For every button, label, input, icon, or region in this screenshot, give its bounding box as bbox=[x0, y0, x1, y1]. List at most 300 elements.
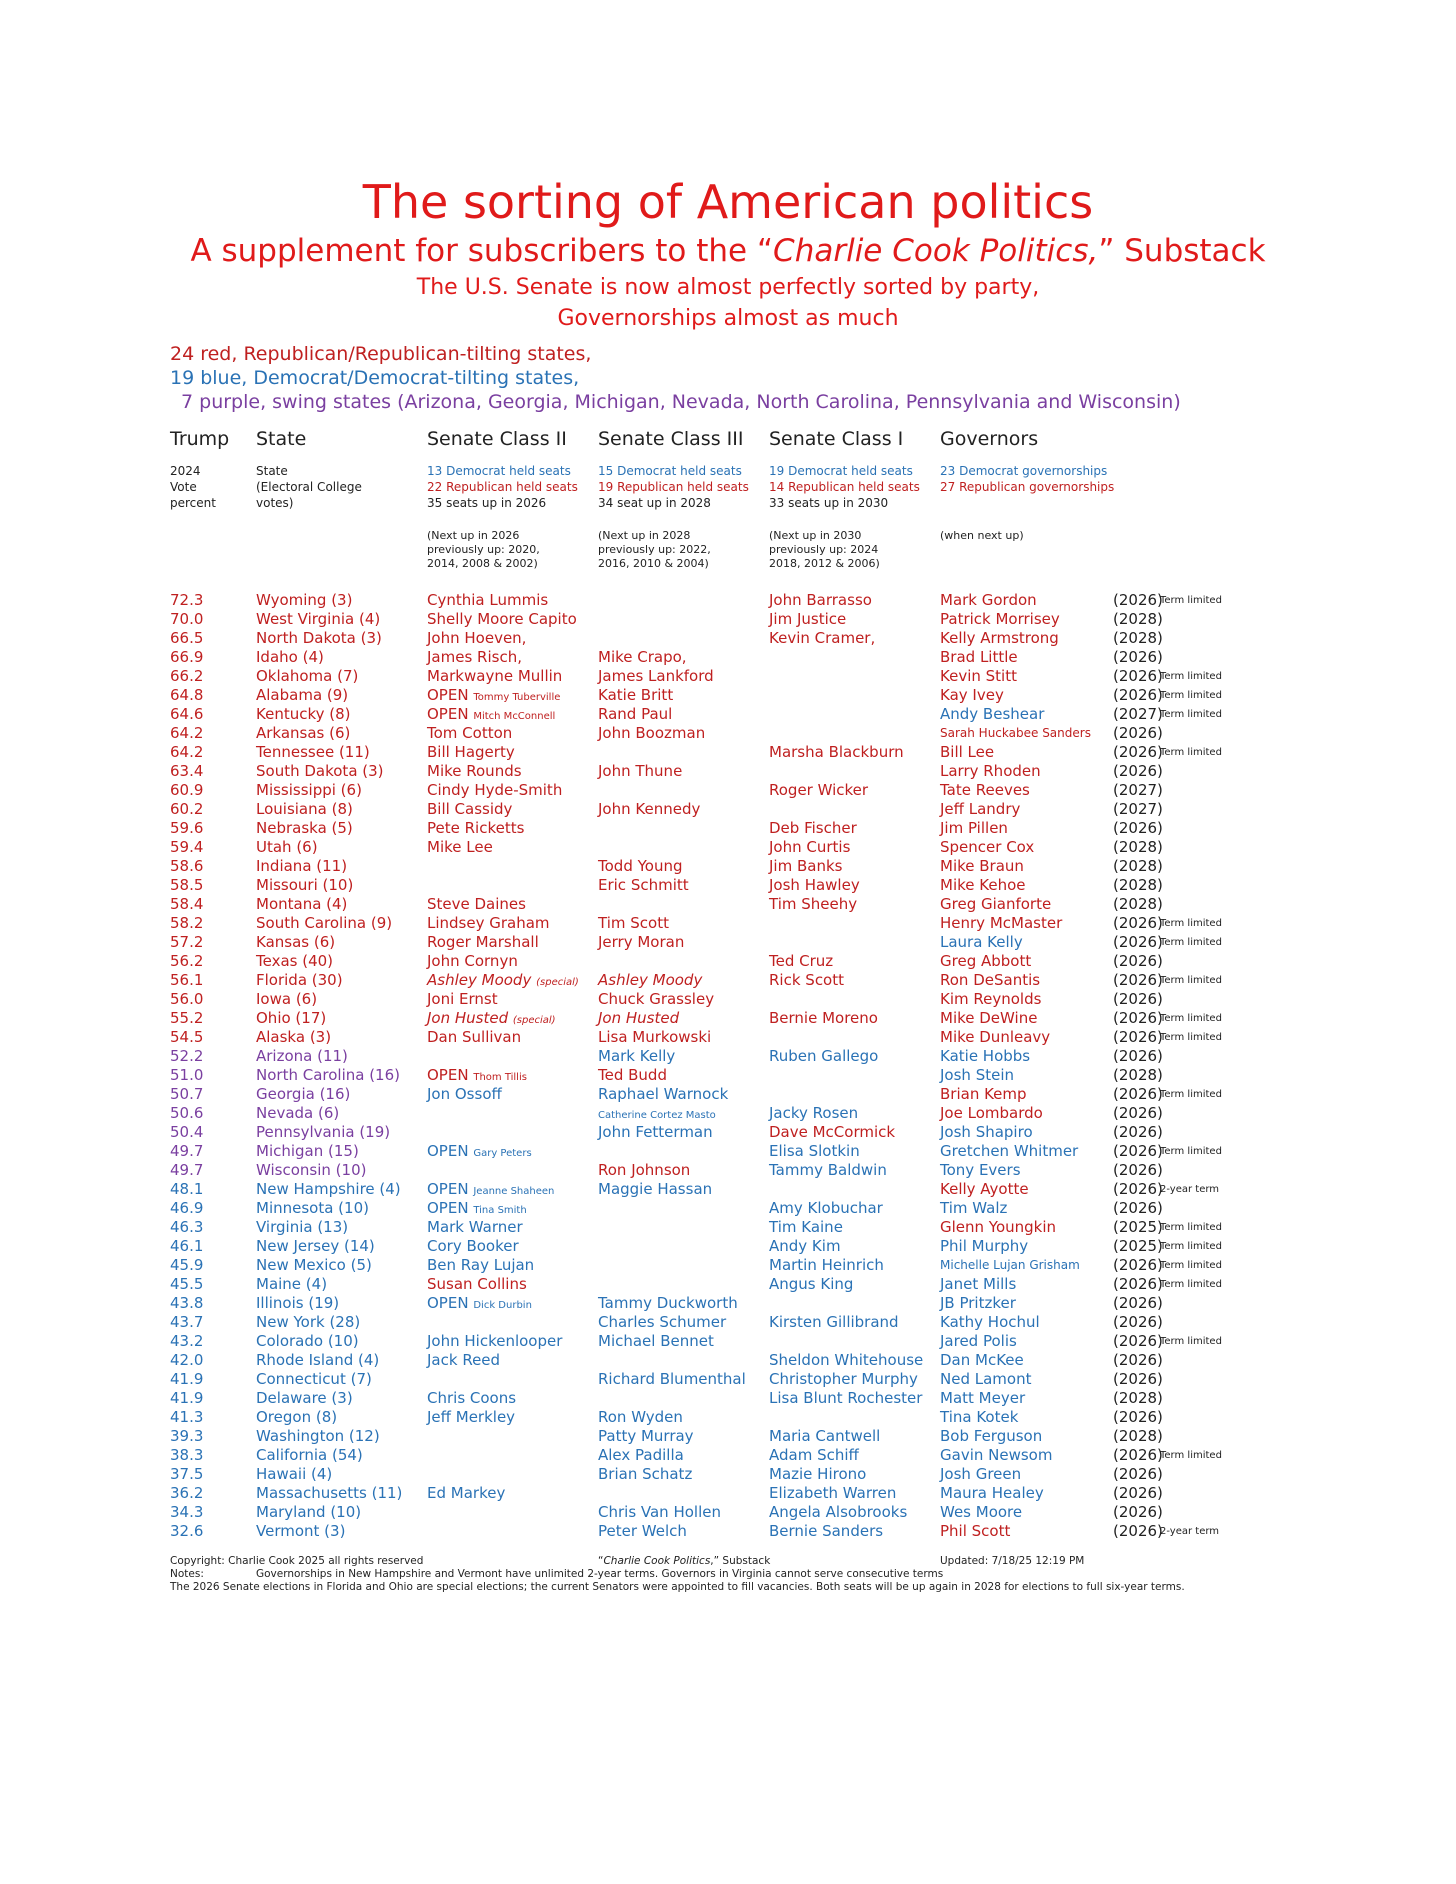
governor-name: Andy Beshear bbox=[940, 705, 1045, 723]
governor-name: Henry McMaster bbox=[940, 914, 1063, 932]
governor-next-up: (2026) bbox=[1113, 1142, 1163, 1160]
senator-name: John Kennedy bbox=[598, 800, 701, 818]
senator-name: Jon Husted bbox=[427, 1009, 509, 1027]
senator-name: Richard Blumenthal bbox=[598, 1370, 746, 1388]
senator-name: Roger Wicker bbox=[769, 781, 869, 799]
table-row bbox=[0, 1351, 1456, 1370]
senator-s1 bbox=[769, 1047, 878, 1066]
state-name: Alabama (9) bbox=[256, 686, 349, 704]
governor-name: Joe Lombardo bbox=[940, 1104, 1043, 1122]
summary-blue: 19 blue, Democrat/Democrat-tilting states, bbox=[170, 367, 580, 389]
governor-next-up: (2026) bbox=[1113, 1275, 1163, 1293]
trump-pct: 41.3 bbox=[170, 1408, 204, 1426]
senator-name: Mike Crapo, bbox=[598, 648, 687, 666]
senator-name: Jon Husted bbox=[598, 1009, 680, 1027]
senator-s3 bbox=[598, 1066, 667, 1085]
senator-s1 bbox=[769, 857, 842, 876]
trump-pct: 60.2 bbox=[170, 800, 204, 818]
senator-name: Raphael Warnock bbox=[598, 1085, 729, 1103]
senator-name: Pete Ricketts bbox=[427, 819, 525, 837]
senator-s1 bbox=[769, 1161, 887, 1180]
senator-name: OPEN bbox=[427, 1066, 469, 1084]
governor-note: Term limited bbox=[1160, 747, 1222, 758]
senator-s3 bbox=[598, 648, 687, 667]
senator-name: Katie Britt bbox=[598, 686, 674, 704]
senator-s1 bbox=[769, 1370, 918, 1389]
senator-name: Ed Markey bbox=[427, 1484, 506, 1502]
footer-notes-label: Notes: bbox=[170, 1568, 204, 1580]
governor-name: Mike Kehoe bbox=[940, 876, 1026, 894]
senator-name: Andy Kim bbox=[769, 1237, 841, 1255]
next-up-s2 bbox=[427, 529, 540, 571]
senator-name: Kirsten Gillibrand bbox=[769, 1313, 899, 1331]
sub-s3-rep: 19 Republican held seats bbox=[598, 480, 749, 494]
trump-pct: 45.9 bbox=[170, 1256, 204, 1274]
trump-pct: 42.0 bbox=[170, 1351, 204, 1369]
next-up-line: 2016, 2010 & 2004) bbox=[598, 557, 709, 570]
next-up-line: 2014, 2008 & 2002) bbox=[427, 557, 538, 570]
senator-s2 bbox=[427, 952, 518, 971]
footer-substack bbox=[598, 1555, 770, 1568]
senator-s1 bbox=[769, 629, 875, 648]
governor-next-up: (2026) bbox=[1113, 591, 1163, 609]
senator-name: Tim Kaine bbox=[769, 1218, 843, 1236]
governor-name: Ron DeSantis bbox=[940, 971, 1041, 989]
senator-name: Michael Bennet bbox=[598, 1332, 714, 1350]
table-row bbox=[0, 1047, 1456, 1066]
sub-state-line: (Electoral College bbox=[256, 480, 362, 494]
table-row bbox=[0, 610, 1456, 629]
next-up-line: previously up: 2024 bbox=[769, 543, 879, 556]
governor-name: Mike DeWine bbox=[940, 1009, 1038, 1027]
governor-note: Term limited bbox=[1160, 595, 1222, 606]
table-row bbox=[0, 914, 1456, 933]
senator-s1 bbox=[769, 1218, 843, 1237]
senator-s1 bbox=[769, 1142, 860, 1161]
senator-s2 bbox=[427, 838, 493, 857]
table-row bbox=[0, 800, 1456, 819]
governor-next-up: (2026) bbox=[1113, 1408, 1163, 1426]
sub-gov-rep: 27 Republican governorships bbox=[940, 480, 1115, 494]
table-row bbox=[0, 933, 1456, 952]
senator-s1 bbox=[769, 1123, 895, 1142]
state-name: South Dakota (3) bbox=[256, 762, 384, 780]
governor-name: Maura Healey bbox=[940, 1484, 1044, 1502]
footer-substack-post: ,” Substack bbox=[710, 1555, 771, 1567]
senator-s2 bbox=[427, 648, 522, 667]
table-row bbox=[0, 743, 1456, 762]
table-row bbox=[0, 971, 1456, 990]
senator-name: Ted Cruz bbox=[769, 952, 834, 970]
senator-name: John Fetterman bbox=[598, 1123, 713, 1141]
governor-next-up: (2026) bbox=[1113, 990, 1163, 1008]
trump-pct: 36.2 bbox=[170, 1484, 204, 1502]
state-name: Arizona (11) bbox=[256, 1047, 348, 1065]
page-subtitle bbox=[0, 231, 1456, 271]
senator-name: Jack Reed bbox=[427, 1351, 501, 1369]
senator-s1 bbox=[769, 1237, 841, 1256]
senator-name: Christopher Murphy bbox=[769, 1370, 918, 1388]
governor-next-up: (2026) bbox=[1113, 1047, 1163, 1065]
senator-name: Shelly Moore Capito bbox=[427, 610, 577, 628]
trump-pct: 38.3 bbox=[170, 1446, 204, 1464]
sub-gov-dem: 23 Democrat governorships bbox=[940, 464, 1108, 478]
sub-state bbox=[256, 463, 362, 511]
senator-s2 bbox=[427, 1237, 519, 1256]
senator-s2 bbox=[427, 1180, 554, 1201]
senator-name: Ben Ray Lujan bbox=[427, 1256, 535, 1274]
table-row bbox=[0, 1503, 1456, 1522]
senator-s2 bbox=[427, 1066, 527, 1087]
footer-substack-italic: Charlie Cook Politics bbox=[603, 1555, 711, 1567]
governor-next-up: (2028) bbox=[1113, 857, 1163, 875]
governor-next-up: (2026) bbox=[1113, 1180, 1163, 1198]
governor-next-up: (2028) bbox=[1113, 1389, 1163, 1407]
senator-s1 bbox=[769, 1522, 883, 1541]
governor-next-up: (2026) bbox=[1113, 971, 1163, 989]
governor-name: Spencer Cox bbox=[940, 838, 1035, 856]
governor-next-up: (2028) bbox=[1113, 838, 1163, 856]
governor-next-up: (2028) bbox=[1113, 1427, 1163, 1445]
governor-name: Katie Hobbs bbox=[940, 1047, 1031, 1065]
senator-name: Susan Collins bbox=[427, 1275, 527, 1293]
next-up-line: (Next up in 2026 bbox=[427, 529, 520, 542]
table-row bbox=[0, 705, 1456, 724]
trump-pct: 56.1 bbox=[170, 971, 204, 989]
table-row bbox=[0, 724, 1456, 743]
governor-note: Term limited bbox=[1160, 918, 1222, 929]
trump-pct: 58.6 bbox=[170, 857, 204, 875]
table-row bbox=[0, 1427, 1456, 1446]
governor-name: Bill Lee bbox=[940, 743, 995, 761]
senator-s3 bbox=[598, 667, 714, 686]
next-up-line: previously up: 2022, bbox=[598, 543, 711, 556]
trump-pct: 41.9 bbox=[170, 1370, 204, 1388]
governor-note: Term limited bbox=[1160, 937, 1222, 948]
trump-pct: 56.0 bbox=[170, 990, 204, 1008]
table-row bbox=[0, 1332, 1456, 1351]
senator-s2 bbox=[427, 819, 524, 838]
senator-s2 bbox=[427, 895, 526, 914]
next-up-gov bbox=[940, 529, 1024, 543]
senator-name: Mike Lee bbox=[427, 838, 493, 856]
sub-s1-rep: 14 Republican held seats bbox=[769, 480, 920, 494]
next-up-line: (Next up in 2030 bbox=[769, 529, 862, 542]
senator-s3 bbox=[598, 1427, 694, 1446]
senator-s1 bbox=[769, 743, 904, 762]
senator-s3 bbox=[598, 762, 682, 781]
senator-name: Ashley Moody bbox=[598, 971, 703, 989]
senator-name: Brian Schatz bbox=[598, 1465, 693, 1483]
senator-name: Rand Paul bbox=[598, 705, 673, 723]
senator-name: John Cornyn bbox=[427, 952, 518, 970]
state-name: Nevada (6) bbox=[256, 1104, 340, 1122]
governor-name: Patrick Morrisey bbox=[940, 610, 1060, 628]
senator-name: Sheldon Whitehouse bbox=[769, 1351, 924, 1369]
senator-name: Cory Booker bbox=[427, 1237, 519, 1255]
senator-note: Mitch McConnell bbox=[473, 711, 556, 722]
trump-pct: 46.1 bbox=[170, 1237, 204, 1255]
state-name: Kentucky (8) bbox=[256, 705, 351, 723]
senator-name: Ted Budd bbox=[598, 1066, 667, 1084]
trump-pct: 46.9 bbox=[170, 1199, 204, 1217]
state-name: Nebraska (5) bbox=[256, 819, 353, 837]
senator-s2 bbox=[427, 705, 555, 726]
senator-name: John Boozman bbox=[598, 724, 706, 742]
state-name: West Virginia (4) bbox=[256, 610, 381, 628]
senator-s3 bbox=[598, 1028, 711, 1047]
senator-s2 bbox=[427, 1484, 505, 1503]
table-row bbox=[0, 1104, 1456, 1123]
table-row bbox=[0, 1446, 1456, 1465]
senator-s2 bbox=[427, 781, 562, 800]
governor-next-up: (2025) bbox=[1113, 1218, 1163, 1236]
senator-s2 bbox=[427, 667, 562, 686]
state-name: Minnesota (10) bbox=[256, 1199, 369, 1217]
governor-next-up: (2026) bbox=[1113, 1161, 1163, 1179]
senator-s3 bbox=[598, 1085, 728, 1104]
governor-next-up: (2026) bbox=[1113, 743, 1163, 761]
senator-name: OPEN bbox=[427, 686, 469, 704]
trump-pct: 39.3 bbox=[170, 1427, 204, 1445]
senator-name: Steve Daines bbox=[427, 895, 526, 913]
trump-pct: 60.9 bbox=[170, 781, 204, 799]
senator-s2 bbox=[427, 1408, 515, 1427]
senator-s3 bbox=[598, 876, 689, 895]
senator-name: Jim Justice bbox=[769, 610, 847, 628]
governor-name: Matt Meyer bbox=[940, 1389, 1026, 1407]
trump-pct: 49.7 bbox=[170, 1161, 204, 1179]
governor-name: Bob Ferguson bbox=[940, 1427, 1043, 1445]
senator-s3 bbox=[598, 1047, 675, 1066]
trump-pct: 57.2 bbox=[170, 933, 204, 951]
senator-name: OPEN bbox=[427, 1294, 469, 1312]
state-name: Washington (12) bbox=[256, 1427, 380, 1445]
state-name: Wyoming (3) bbox=[256, 591, 353, 609]
governor-next-up: (2027) bbox=[1113, 800, 1163, 818]
governor-next-up: (2026) bbox=[1113, 1123, 1163, 1141]
governor-next-up: (2026) bbox=[1113, 914, 1163, 932]
sub-governors bbox=[940, 463, 1114, 495]
governor-next-up: (2026) bbox=[1113, 1446, 1163, 1464]
state-name: Michigan (15) bbox=[256, 1142, 359, 1160]
governor-next-up: (2026) bbox=[1113, 1009, 1163, 1027]
state-name: Tennessee (11) bbox=[256, 743, 370, 761]
state-name: Maine (4) bbox=[256, 1275, 328, 1293]
senator-s3 bbox=[598, 1180, 712, 1199]
next-up-line: previously up: 2020, bbox=[427, 543, 540, 556]
governor-note: Term limited bbox=[1160, 1260, 1222, 1271]
governor-name: Kelly Armstrong bbox=[940, 629, 1059, 647]
trump-pct: 58.5 bbox=[170, 876, 204, 894]
governor-next-up: (2028) bbox=[1113, 610, 1163, 628]
state-name: Montana (4) bbox=[256, 895, 348, 913]
senator-s2 bbox=[427, 990, 498, 1009]
state-name: Wisconsin (10) bbox=[256, 1161, 367, 1179]
senator-s1 bbox=[769, 1313, 899, 1332]
governor-name: JB Pritzker bbox=[940, 1294, 1016, 1312]
senator-name: Tammy Baldwin bbox=[769, 1161, 887, 1179]
senator-name: Peter Welch bbox=[598, 1522, 687, 1540]
table-row bbox=[0, 1123, 1456, 1142]
senator-s2 bbox=[427, 1085, 502, 1104]
governor-name: Kevin Stitt bbox=[940, 667, 1017, 685]
sub-s2-rep: 22 Republican held seats bbox=[427, 480, 578, 494]
sub-senate-class-1 bbox=[769, 463, 920, 511]
table-row bbox=[0, 990, 1456, 1009]
governor-name: Wes Moore bbox=[940, 1503, 1023, 1521]
trump-pct: 72.3 bbox=[170, 591, 204, 609]
table-row bbox=[0, 629, 1456, 648]
header-senate-class-1: Senate Class I bbox=[769, 428, 904, 450]
governor-note: Term limited bbox=[1160, 1450, 1222, 1461]
governor-next-up: (2026) bbox=[1113, 1370, 1163, 1388]
subtitle-italic: Charlie Cook Politics, bbox=[773, 233, 1099, 269]
sub-state-line: State bbox=[256, 464, 288, 478]
table-row bbox=[0, 1408, 1456, 1427]
state-name: New Hampshire (4) bbox=[256, 1180, 401, 1198]
header-trump: Trump bbox=[170, 428, 230, 450]
senator-name: Mazie Hirono bbox=[769, 1465, 867, 1483]
next-up-s1 bbox=[769, 529, 880, 571]
table-row bbox=[0, 1522, 1456, 1541]
senator-s3 bbox=[598, 1503, 721, 1522]
next-up-line: (Next up in 2028 bbox=[598, 529, 691, 542]
sub-s2-up: 35 seats up in 2026 bbox=[427, 496, 547, 510]
governor-next-up: (2026) bbox=[1113, 1256, 1163, 1274]
senator-s2 bbox=[427, 1256, 534, 1275]
sub-trump-line: 2024 bbox=[170, 464, 201, 478]
table-row bbox=[0, 1009, 1456, 1028]
senator-note: Tommy Tuberville bbox=[473, 692, 561, 703]
governor-note: Term limited bbox=[1160, 975, 1222, 986]
governor-name: Jared Polis bbox=[940, 1332, 1017, 1350]
senator-s3 bbox=[598, 705, 672, 724]
governor-name: Jim Pillen bbox=[940, 819, 1008, 837]
governor-next-up: (2026) bbox=[1113, 1332, 1163, 1350]
trump-pct: 52.2 bbox=[170, 1047, 204, 1065]
trump-pct: 64.8 bbox=[170, 686, 204, 704]
governor-name: Tim Walz bbox=[940, 1199, 1008, 1217]
senator-name: Kevin Cramer, bbox=[769, 629, 876, 647]
sub-s1-dem: 19 Democrat held seats bbox=[769, 464, 913, 478]
table-row bbox=[0, 1484, 1456, 1503]
senator-s3 bbox=[598, 724, 705, 743]
table-row bbox=[0, 762, 1456, 781]
state-name: New Jersey (14) bbox=[256, 1237, 375, 1255]
senator-name: John Hickenlooper bbox=[427, 1332, 563, 1350]
trump-pct: 43.7 bbox=[170, 1313, 204, 1331]
title-block bbox=[0, 175, 1456, 333]
senator-s1 bbox=[769, 591, 872, 610]
senator-s2 bbox=[427, 1218, 523, 1237]
governor-next-up: (2026) bbox=[1113, 1313, 1163, 1331]
senator-name: OPEN bbox=[427, 1199, 469, 1217]
sub-senate-class-2 bbox=[427, 463, 578, 511]
senator-s3 bbox=[598, 1009, 679, 1028]
trump-pct: 66.9 bbox=[170, 648, 204, 666]
trump-pct: 55.2 bbox=[170, 1009, 204, 1027]
senator-s1 bbox=[769, 1503, 907, 1522]
governor-note: Term limited bbox=[1160, 1089, 1222, 1100]
governor-name: Janet Mills bbox=[940, 1275, 1017, 1293]
governor-name: Laura Kelly bbox=[940, 933, 1023, 951]
senator-s2 bbox=[427, 1332, 562, 1351]
senator-name: OPEN bbox=[427, 1142, 469, 1160]
senator-s2 bbox=[427, 762, 522, 781]
subtitle-pre: A supplement for subscribers to the “ bbox=[190, 233, 774, 269]
governor-note: 2-year term bbox=[1160, 1526, 1220, 1537]
trump-pct: 56.2 bbox=[170, 952, 204, 970]
state-name: California (54) bbox=[256, 1446, 363, 1464]
senator-name: OPEN bbox=[427, 1180, 469, 1198]
governor-name: Kim Reynolds bbox=[940, 990, 1042, 1008]
state-name: Vermont (3) bbox=[256, 1522, 346, 1540]
governor-name: Greg Abbott bbox=[940, 952, 1032, 970]
state-name: Alaska (3) bbox=[256, 1028, 332, 1046]
trump-pct: 64.6 bbox=[170, 705, 204, 723]
summary-purple: 7 purple, swing states (Arizona, Georgia, Michigan, Nevada, North Carolina, Pennsylvania and Wisconsin) bbox=[181, 391, 1181, 413]
senator-name: Tom Cotton bbox=[427, 724, 513, 742]
senator-s3 bbox=[598, 1332, 714, 1351]
sub-trump-line: percent bbox=[170, 496, 216, 510]
senator-name: Mike Rounds bbox=[427, 762, 522, 780]
senator-s1 bbox=[769, 838, 850, 857]
senator-name: Deb Fischer bbox=[769, 819, 857, 837]
state-name: Virginia (13) bbox=[256, 1218, 349, 1236]
governor-name: Josh Green bbox=[940, 1465, 1022, 1483]
senator-name: Rick Scott bbox=[769, 971, 844, 989]
senator-s1 bbox=[769, 1484, 896, 1503]
state-name: Idaho (4) bbox=[256, 648, 324, 666]
trump-pct: 43.8 bbox=[170, 1294, 204, 1312]
state-name: New York (28) bbox=[256, 1313, 361, 1331]
table-row bbox=[0, 1370, 1456, 1389]
senator-name: Chris Van Hollen bbox=[598, 1503, 721, 1521]
senator-name: Martin Heinrich bbox=[769, 1256, 884, 1274]
senator-s3 bbox=[598, 686, 673, 705]
senator-s1 bbox=[769, 971, 844, 990]
trump-pct: 59.4 bbox=[170, 838, 204, 856]
footer-substack-pre: “ bbox=[598, 1555, 604, 1567]
senator-name: Bernie Moreno bbox=[769, 1009, 878, 1027]
senator-name: Chuck Grassley bbox=[598, 990, 715, 1008]
trump-pct: 51.0 bbox=[170, 1066, 204, 1084]
state-name: North Dakota (3) bbox=[256, 629, 382, 647]
senator-name: Patty Murray bbox=[598, 1427, 694, 1445]
trump-pct: 58.4 bbox=[170, 895, 204, 913]
governor-next-up: (2026) bbox=[1113, 1028, 1163, 1046]
governor-name: Gavin Newsom bbox=[940, 1446, 1053, 1464]
trump-pct: 41.9 bbox=[170, 1389, 204, 1407]
senator-name: Cynthia Lummis bbox=[427, 591, 549, 609]
senator-name: Bill Cassidy bbox=[427, 800, 513, 818]
governor-note: Term limited bbox=[1160, 1146, 1222, 1157]
state-name: Georgia (16) bbox=[256, 1085, 351, 1103]
senator-s1 bbox=[769, 1465, 866, 1484]
governor-note: 2-year term bbox=[1160, 1184, 1220, 1195]
sub-s3-dem: 15 Democrat held seats bbox=[598, 464, 742, 478]
sub-trump-line: Vote bbox=[170, 480, 197, 494]
tagline-1: The U.S. Senate is now almost perfectly sorted by party, bbox=[416, 275, 1040, 300]
governor-next-up: (2027) bbox=[1113, 705, 1163, 723]
trump-pct: 32.6 bbox=[170, 1522, 204, 1540]
governor-name: Mike Dunleavy bbox=[940, 1028, 1051, 1046]
senator-name: Mark Kelly bbox=[598, 1047, 676, 1065]
senator-name: Charles Schumer bbox=[598, 1313, 727, 1331]
governor-note: Term limited bbox=[1160, 1032, 1222, 1043]
table-row bbox=[0, 1275, 1456, 1294]
